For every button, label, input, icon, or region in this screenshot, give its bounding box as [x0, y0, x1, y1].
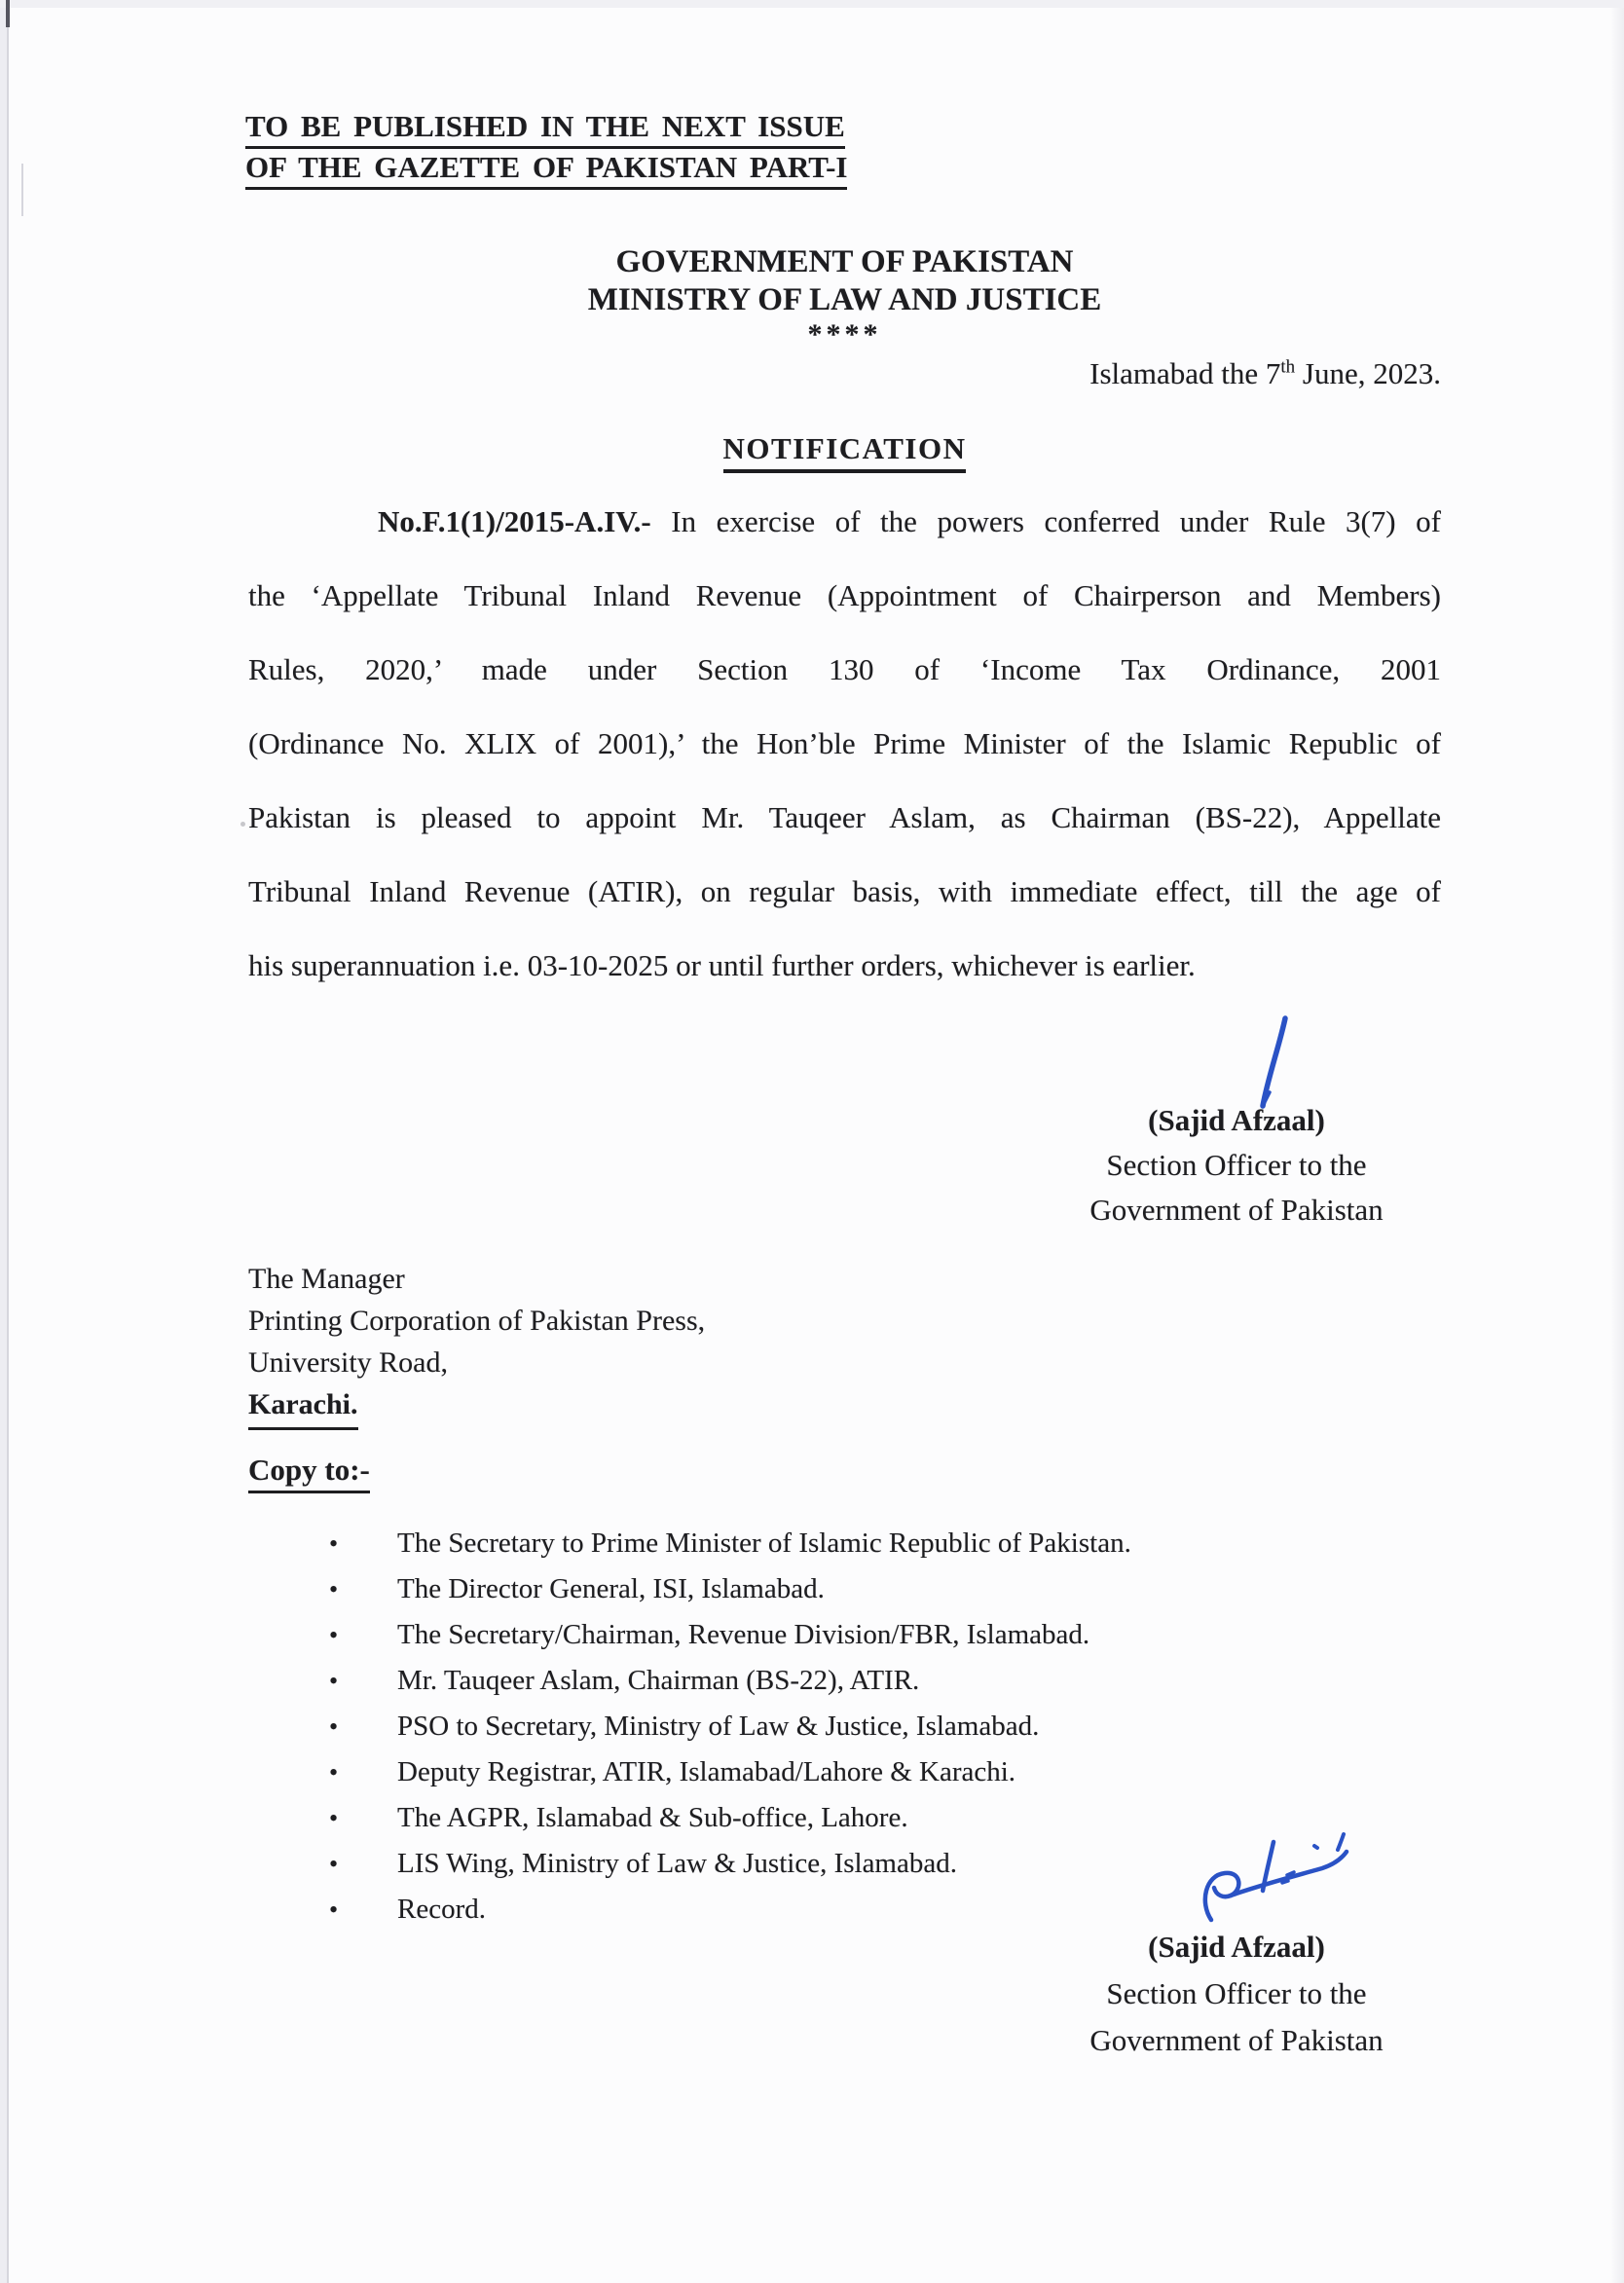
publish-notice-line2: OF THE GAZETTE OF PAKISTAN PART-I	[245, 150, 847, 190]
scan-right-edge-shadow	[1610, 0, 1624, 2283]
signatory-name: (Sajid Afzaal)	[1148, 1103, 1325, 1137]
body-line-4: (Ordinance No. XLIX of 2001),’ the Hon’ble Prime Minister of the Islamic Republic of	[248, 726, 1441, 760]
body-line-6: Tribunal Inland Revenue (ATIR), on regular basis, with immediate effect, till the age of	[248, 874, 1441, 908]
bullet-icon: •	[329, 1804, 339, 1832]
body-line-1	[248, 485, 1441, 559]
signature-block-1	[1003, 1098, 1470, 1233]
copy-to-item	[329, 1704, 1131, 1749]
signatory-role-line1: Section Officer to the	[1106, 1148, 1367, 1182]
copy-to-item	[329, 1566, 1131, 1612]
copy-to-item	[329, 1841, 1131, 1887]
body-line-1-text: In exercise of the powers conferred under Rule 3(7) of	[650, 504, 1441, 538]
copy-to-item-label: The Secretary to Prime Minister of Islamic Republic of Pakistan.	[397, 1528, 1131, 1559]
copy-to-item-label: PSO to Secretary, Ministry of Law & Justice, Islamabad.	[397, 1711, 1040, 1742]
copy-to-list	[329, 1521, 1131, 1933]
copy-to-item-label: Record.	[397, 1894, 486, 1925]
copy-to-heading-wrap	[248, 1453, 370, 1493]
publish-notice	[245, 109, 847, 191]
scan-left-edge-shadow	[0, 0, 7, 2283]
scan-dot-artifact	[240, 822, 245, 827]
copy-to-item-label: The Director General, ISI, Islamabad.	[397, 1573, 825, 1604]
reference-number: No.F.1(1)/2015-A.IV.-	[378, 504, 651, 538]
copy-to-item-label: Deputy Registrar, ATIR, Islamabad/Lahore & Karachi.	[397, 1756, 1016, 1787]
body-line-3: Rules, 2020,’ made under Section 130 of ‘Income Tax Ordinance, 2001	[248, 652, 1441, 686]
copy-to-heading: Copy to:-	[248, 1453, 370, 1493]
copy-to-item	[329, 1749, 1131, 1795]
addressee-line-3: University Road,	[248, 1346, 448, 1379]
addressee-city: Karachi.	[248, 1383, 358, 1430]
bullet-icon: •	[329, 1529, 339, 1558]
bullet-icon: •	[329, 1896, 339, 1924]
copy-to-item	[329, 1521, 1131, 1566]
letterhead-separator-stars: ****	[807, 318, 882, 350]
bullet-icon: •	[329, 1712, 339, 1741]
signature-block-2	[1003, 1924, 1470, 2064]
letterhead-ministry: MINISTRY OF LAW AND JUSTICE	[587, 282, 1102, 317]
scan-top-edge-band	[0, 0, 1624, 8]
letterhead-government: GOVERNMENT OF PAKISTAN	[615, 244, 1074, 279]
copy-to-item-label: LIS Wing, Ministry of Law & Justice, Islamabad.	[397, 1848, 957, 1879]
copy-to-item-label: Mr. Tauqeer Aslam, Chairman (BS-22), ATIR.	[397, 1665, 920, 1696]
copy-to-item	[329, 1658, 1131, 1704]
signatory-name: (Sajid Afzaal)	[1148, 1930, 1325, 1964]
copy-to-item-label: The Secretary/Chairman, Revenue Division/FBR, Islamabad.	[397, 1619, 1090, 1650]
bullet-icon: •	[329, 1850, 339, 1878]
body-line-7: his superannuation i.e. 03-10-2025 or until further orders, whichever is earlier.	[248, 948, 1196, 982]
dateline-prefix: Islamabad the 7	[1089, 356, 1281, 390]
copy-to-item	[329, 1795, 1131, 1841]
dateline-ordinal: th	[1280, 356, 1296, 378]
notification-body	[248, 485, 1441, 1003]
addressee-line-2: Printing Corporation of Pakistan Press,	[248, 1305, 706, 1337]
publish-notice-line1: TO BE PUBLISHED IN THE NEXT ISSUE	[245, 109, 845, 149]
scan-corner-artifact	[6, 0, 10, 27]
bullet-icon: •	[329, 1758, 339, 1786]
scan-left-edge-line	[7, 0, 9, 2283]
body-line-5: Pakistan is pleased to appoint Mr. Tauqeer Aslam, as Chairman (BS-22), Appellate	[248, 800, 1441, 834]
dateline-suffix: June, 2023.	[1295, 356, 1441, 390]
notification-title-wrap	[248, 431, 1441, 473]
copy-to-item	[329, 1612, 1131, 1658]
bullet-icon: •	[329, 1621, 339, 1649]
signatory-role-line2: Government of Pakistan	[1089, 1193, 1384, 1227]
letterhead	[248, 243, 1441, 351]
signatory-role-line2: Government of Pakistan	[1089, 2023, 1384, 2057]
notification-title: NOTIFICATION	[723, 431, 967, 473]
addressee-block	[248, 1258, 705, 1430]
handwritten-signature-icon	[1196, 1824, 1373, 1933]
bullet-icon: •	[329, 1575, 339, 1603]
dateline	[1089, 356, 1441, 391]
body-line-2: the ‘Appellate Tribunal Inland Revenue (Appointment of Chairperson and Members)	[248, 578, 1441, 612]
scan-scratch-artifact	[21, 164, 23, 216]
copy-to-item-label: The AGPR, Islamabad & Sub-office, Lahore.	[397, 1802, 908, 1833]
addressee-line-1: The Manager	[248, 1263, 405, 1295]
bullet-icon: •	[329, 1667, 339, 1695]
signatory-role-line1: Section Officer to the	[1106, 1976, 1367, 2010]
